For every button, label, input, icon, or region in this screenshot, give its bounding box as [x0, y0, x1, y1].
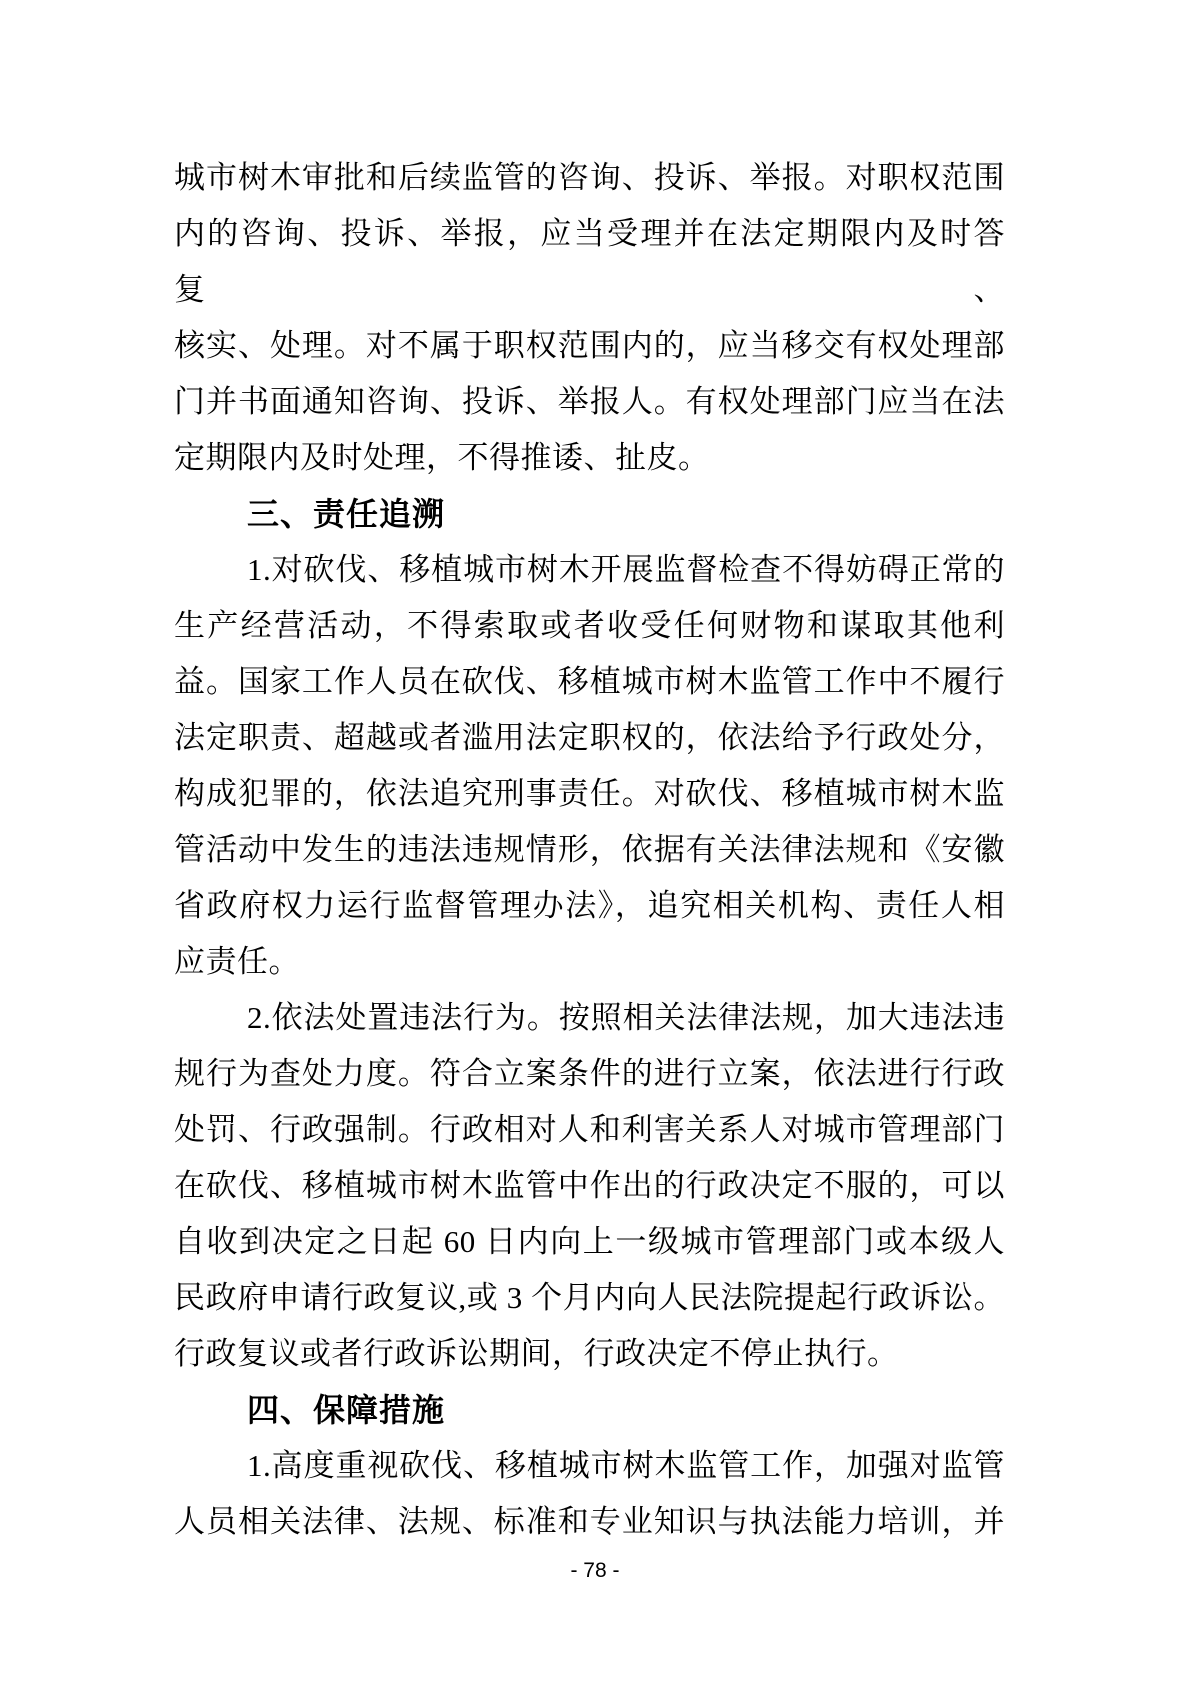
section-heading-safeguards: 四、保障措施 — [247, 1392, 446, 1428]
text-line: 核实、处理。对不属于职权范围内的，应当移交有权处理部 — [174, 328, 1005, 363]
text-line: 门并书面通知咨询、投诉、举报人。有权处理部门应当在法 — [174, 384, 1005, 419]
text-line: 法定职责、超越或者滥用法定职权的，依法给予行政处分， — [174, 720, 1005, 755]
text-line: 1.对砍伐、移植城市树木开展监督检查不得妨碍正常的 — [247, 552, 1005, 587]
text-line: 2.依法处置违法行为。按照相关法律法规，加大违法违 — [247, 1000, 1005, 1035]
text-line: 人员相关法律、法规、标准和专业知识与执法能力培训，并 — [174, 1504, 1005, 1539]
text-line: 应责任。 — [174, 944, 300, 979]
page-footer — [0, 1558, 1190, 1584]
text-line: 处罚、行政强制。行政相对人和利害关系人对城市管理部门 — [174, 1112, 1005, 1147]
text-line: 自收到决定之日起 60 日内向上一级城市管理部门或本级人 — [174, 1224, 1005, 1259]
paragraph-safeguards-1 — [174, 1438, 1005, 1550]
text-line: 管活动中发生的违法违规情形，依据有关法律法规和《安徽 — [174, 832, 1005, 867]
text-line: 规行为查处力度。符合立案条件的进行立案，依法进行行政 — [174, 1056, 1005, 1091]
text-line: 构成犯罪的，依法追究刑事责任。对砍伐、移植城市树木监 — [174, 776, 1005, 811]
paragraph-responsibility-2 — [174, 990, 1005, 1382]
page-number: - 78 - — [570, 1559, 620, 1582]
text-line: 民政府申请行政复议,或 3 个月内向人民法院提起行政诉讼。 — [174, 1280, 1005, 1315]
text-line: 定期限内及时处理，不得推诿、扯皮。 — [174, 440, 710, 475]
text-line: 1.高度重视砍伐、移植城市树木监管工作，加强对监管 — [247, 1448, 1005, 1483]
paragraph-responsibility-1 — [174, 542, 1005, 990]
document-body — [174, 150, 1005, 1550]
text-line: 生产经营活动，不得索取或者收受任何财物和谋取其他利 — [174, 608, 1005, 643]
paragraph-continuation — [174, 150, 1005, 486]
text-line: 省政府权力运行监督管理办法》，追究相关机构、责任人相 — [174, 888, 1005, 923]
text-line: 益。国家工作人员在砍伐、移植城市树木监管工作中不履行 — [174, 664, 1005, 699]
text-line: 在砍伐、移植城市树木监管中作出的行政决定不服的，可以 — [174, 1168, 1005, 1203]
text-line: 内的咨询、投诉、举报，应当受理并在法定期限内及时答复、 — [174, 216, 1005, 307]
text-line: 行政复议或者行政诉讼期间，行政决定不停止执行。 — [174, 1336, 899, 1371]
text-line: 城市树木审批和后续监管的咨询、投诉、举报。对职权范围 — [174, 160, 1005, 195]
section-heading-responsibility: 三、责任追溯 — [247, 496, 446, 532]
